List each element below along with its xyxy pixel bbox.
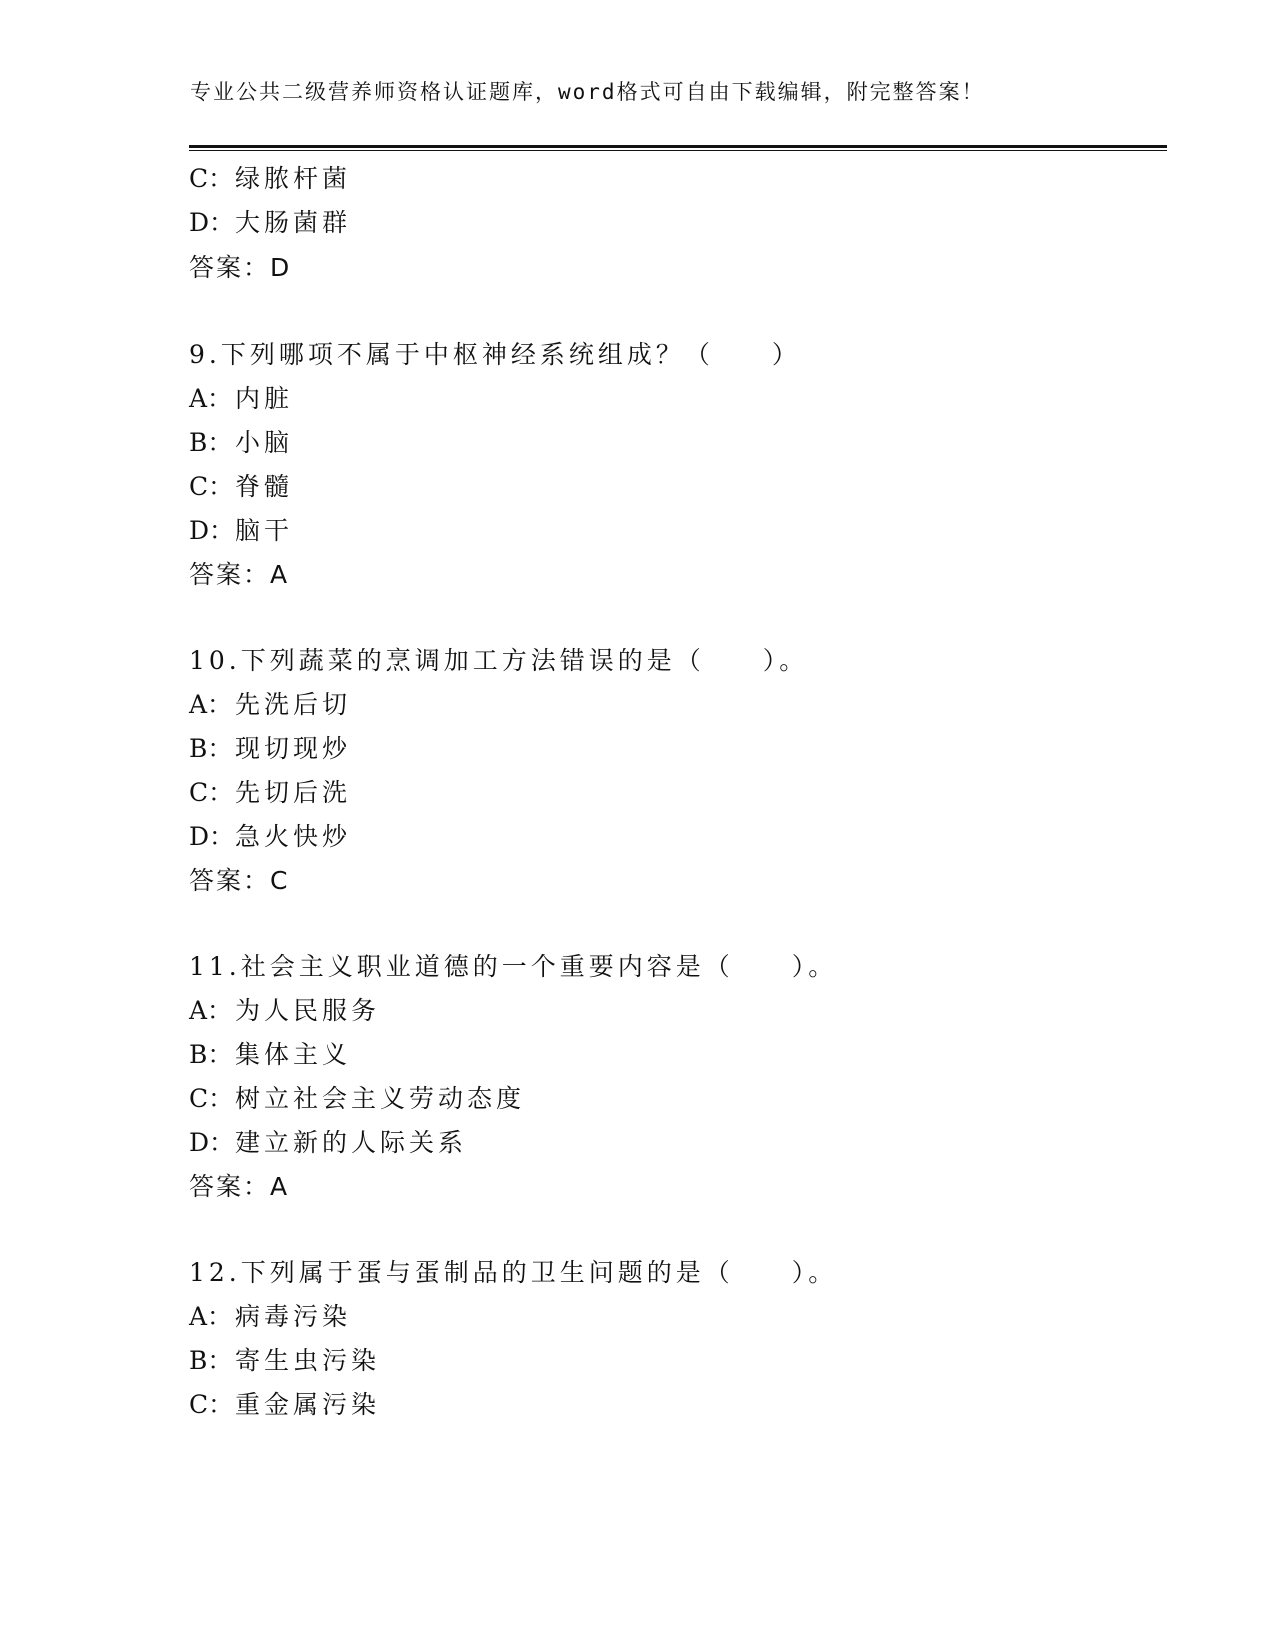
- question-stem: 12.下列属于蛋与蛋制品的卫生问题的是（ ）。: [189, 1258, 838, 1287]
- option-text: 为人民服务: [235, 996, 381, 1025]
- option-line: [189, 384, 293, 414]
- option-key: C：: [189, 1084, 234, 1113]
- option-text: 树立社会主义劳动态度: [235, 1084, 526, 1113]
- option-line: [189, 822, 351, 852]
- option-line: [189, 208, 351, 238]
- option-key: B：: [189, 428, 233, 457]
- option-key: B：: [189, 1040, 233, 1069]
- option-text: 急火快炒: [235, 822, 352, 851]
- option-line: [189, 516, 293, 546]
- option-line: [189, 1302, 351, 1332]
- answer-line: 答案：A: [189, 560, 290, 589]
- option-text: 寄生虫污染: [235, 1346, 381, 1375]
- option-line: [189, 428, 293, 458]
- option-text: 内脏: [235, 384, 294, 413]
- option-key: B：: [189, 734, 233, 763]
- question-stem: 10.下列蔬菜的烹调加工方法错误的是（ ）。: [189, 646, 809, 675]
- option-line: [189, 1390, 380, 1420]
- option-text: 建立新的人际关系: [235, 1128, 468, 1157]
- option-line: [189, 734, 351, 764]
- question-stem: 11.社会主义职业道德的一个重要内容是（ ）。: [189, 952, 838, 981]
- option-text: 现切现炒: [235, 734, 352, 763]
- option-line: [189, 1040, 351, 1070]
- option-key: D：: [189, 208, 235, 237]
- option-line: [189, 164, 351, 194]
- option-line: [189, 1346, 380, 1376]
- option-key: D：: [189, 822, 235, 851]
- option-key: A：: [189, 384, 233, 413]
- option-text: 集体主义: [235, 1040, 352, 1069]
- option-key: A：: [189, 1302, 233, 1331]
- answer-line: 答案：C: [189, 866, 290, 895]
- option-line: [189, 1128, 467, 1158]
- header-rule-thick: [189, 145, 1167, 148]
- option-key: D：: [189, 1128, 235, 1157]
- option-text: 重金属污染: [235, 1390, 381, 1419]
- option-text: 脊髓: [235, 472, 294, 501]
- option-text: 先洗后切: [235, 690, 352, 719]
- option-line: [189, 472, 293, 502]
- option-text: 绿脓杆菌: [235, 164, 352, 193]
- option-text: 脑干: [235, 516, 294, 545]
- option-text: 小脑: [235, 428, 294, 457]
- option-key: C：: [189, 472, 234, 501]
- option-line: [189, 690, 351, 720]
- option-key: B：: [189, 1346, 233, 1375]
- header-rule-thin: [189, 150, 1167, 151]
- option-key: A：: [189, 690, 233, 719]
- option-line: [189, 996, 380, 1026]
- option-line: [189, 778, 351, 808]
- option-line: [189, 1084, 525, 1114]
- option-key: C：: [189, 1390, 234, 1419]
- option-text: 大肠菌群: [235, 208, 352, 237]
- page-header: 专业公共二级营养师资格认证题库，word格式可自由下载编辑，附完整答案！: [190, 80, 985, 104]
- option-key: C：: [189, 164, 234, 193]
- answer-line: 答案：D: [189, 253, 292, 282]
- option-text: 先切后洗: [235, 778, 352, 807]
- option-key: D：: [189, 516, 235, 545]
- question-stem: 9.下列哪项不属于中枢神经系统组成？（ ）: [189, 340, 801, 369]
- answer-line: 答案：A: [189, 1172, 290, 1201]
- option-key: A：: [189, 996, 233, 1025]
- option-text: 病毒污染: [235, 1302, 352, 1331]
- option-key: C：: [189, 778, 234, 807]
